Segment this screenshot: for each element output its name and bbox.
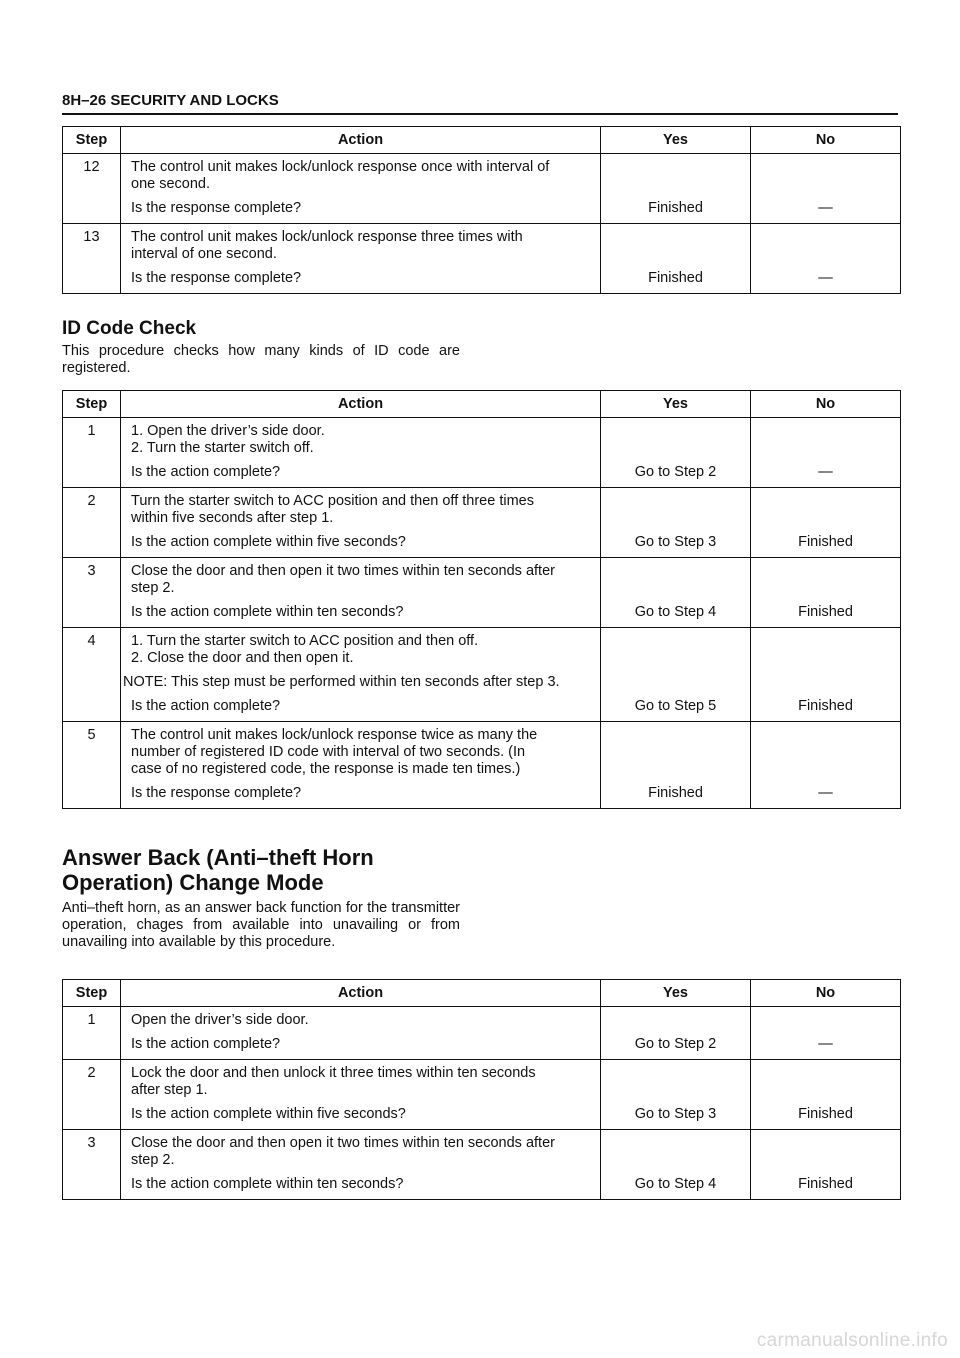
action-line: within five seconds after step 1. [131,510,334,526]
step-number: 3 [63,1130,121,1200]
step-number: 13 [63,224,121,294]
col-header-action: Action [121,980,601,1007]
action-line: one second. [131,176,211,192]
table-row [63,418,901,488]
no-result: — [751,418,901,488]
no-result: Finished [751,488,901,558]
action-line: Open the driver’s side door. [131,1012,309,1028]
col-header-no: No [751,391,901,418]
action-question: Is the action complete? [131,698,281,714]
action-cell [121,488,601,558]
action-line: Close the door and then open it two times within ten seconds after [131,563,555,579]
col-header-yes: Yes [601,980,751,1007]
action-line: 2. Turn the starter switch off. [131,440,314,456]
table-row [63,628,901,722]
step-number: 4 [63,628,121,722]
action-line: step 2. [131,580,175,596]
no-result: — [751,1007,901,1060]
action-cell [121,418,601,488]
action-line: 2. Close the door and then open it. [131,650,354,666]
action-question: Is the action complete within ten seconds? [131,604,404,620]
step-number: 12 [63,154,121,224]
action-cell [121,558,601,628]
col-header-no: No [751,980,901,1007]
yes-result: Go to Step 2 [601,418,751,488]
section-desc-answer-back: Anti–theft horn, as an answer back function for the transmitter operation, chages from available into unavailing or from unavailing into available by this procedure. [62,900,460,950]
step-number: 1 [63,418,121,488]
yes-result: Go to Step 4 [601,1130,751,1200]
action-question: Is the response complete? [131,785,302,801]
yes-result: Go to Step 5 [601,628,751,722]
step-number: 5 [63,722,121,809]
section-desc-id-code: This procedure checks how many kinds of ID code are registered. [62,343,460,376]
action-line: 1. Open the driver’s side door. [131,423,325,439]
table-row [63,1007,901,1060]
col-header-step: Step [63,980,121,1007]
action-question: Is the response complete? [131,200,302,216]
action-line: case of no registered code, the response is made ten times.) [131,761,521,777]
action-question: Is the response complete? [131,270,302,286]
action-line: The control unit makes lock/unlock response once with interval of [131,159,550,175]
yes-result: Finished [601,224,751,294]
table-row [63,154,901,224]
action-line: step 2. [131,1152,175,1168]
steps-table-3 [62,979,901,1200]
action-cell [121,224,601,294]
section-title-id-code: ID Code Check [62,318,197,339]
step-number: 2 [63,1060,121,1130]
steps-table-1 [62,126,901,294]
col-header-yes: Yes [601,391,751,418]
table-row [63,558,901,628]
action-line: The control unit makes lock/unlock response three times with [131,229,523,245]
yes-result: Finished [601,154,751,224]
col-header-step: Step [63,391,121,418]
yes-result: Finished [601,722,751,809]
no-result: — [751,224,901,294]
col-header-step: Step [63,127,121,154]
yes-result: Go to Step 3 [601,488,751,558]
table-row [63,722,901,809]
table-header-row [63,980,901,1007]
no-result: — [751,154,901,224]
no-result: Finished [751,628,901,722]
table-row [63,1060,901,1130]
action-line: Turn the starter switch to ACC position and then off three times [131,493,534,509]
table-header-row [63,391,901,418]
col-header-no: No [751,127,901,154]
action-question: Is the action complete within five seconds? [131,534,406,550]
yes-result: Go to Step 3 [601,1060,751,1130]
action-question: Is the action complete within ten seconds? [131,1176,404,1192]
step-number: 2 [63,488,121,558]
no-result: Finished [751,558,901,628]
watermark: carmanualsonline.info [756,1330,948,1351]
steps-table-2 [62,390,901,809]
action-cell [121,722,601,809]
table-row [63,488,901,558]
step-number: 1 [63,1007,121,1060]
action-question: Is the action complete? [131,1036,281,1052]
action-line: The control unit makes lock/unlock response twice as many the [131,727,538,743]
col-header-yes: Yes [601,127,751,154]
page-header-text: 8H–26 SECURITY AND LOCKS [62,92,279,109]
action-cell [121,1130,601,1200]
action-line: number of registered ID code with interval of two seconds. (In [131,744,526,760]
col-header-action: Action [121,127,601,154]
no-result: — [751,722,901,809]
step-number: 3 [63,558,121,628]
section-title-answer-back: Answer Back (Anti–theft Horn Operation) Change Mode [62,845,374,895]
action-cell [121,628,601,722]
action-cell [121,1060,601,1130]
no-result: Finished [751,1060,901,1130]
action-question: Is the action complete within five seconds? [131,1106,406,1122]
table-row [63,1130,901,1200]
action-line: Close the door and then open it two times within ten seconds after [131,1135,555,1151]
yes-result: Go to Step 4 [601,558,751,628]
col-header-action: Action [121,391,601,418]
action-line: after step 1. [131,1082,208,1098]
action-note: NOTE: This step must be performed within ten seconds after step 3. [123,674,560,690]
no-result: Finished [751,1130,901,1200]
yes-result: Go to Step 2 [601,1007,751,1060]
action-line: interval of one second. [131,246,277,262]
action-question: Is the action complete? [131,464,281,480]
action-cell [121,1007,601,1060]
action-cell [121,154,601,224]
table-header-row [63,127,901,154]
page-header [62,92,898,115]
table-row [63,224,901,294]
action-line: 1. Turn the starter switch to ACC position and then off. [131,633,479,649]
action-line: Lock the door and then unlock it three times within ten seconds [131,1065,536,1081]
